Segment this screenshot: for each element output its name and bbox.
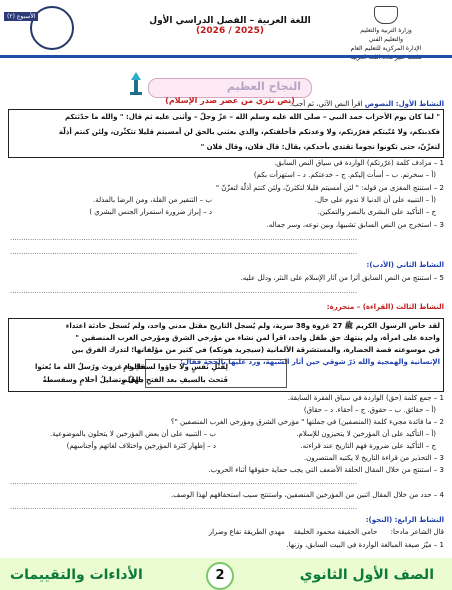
answer-option: د – إظهار كثرة المؤرخين واختلاف لغاتهم وأجناسهم): [66, 442, 216, 450]
poem-hemistich: لِقَتْلِ نَفسٍ ولا جاؤوا لسفكِ دمِ: [123, 363, 228, 371]
passage3-line: لقد خاض الرسول الكريم ﷺ 27 غزوة و38 سرية، ولم يُسجل التاريخ مقتل مدني واحد، ولم تُسجل حادثة اعتداء: [65, 322, 440, 330]
page-header: [0, 0, 452, 58]
poem-hemistich: قالوا: غزوتَ ورُسلُ الله ما بُعثوا: [35, 363, 144, 371]
poem-hemistich: جهلٌ وتضليلُ أحلامٍ وسفسطةٌ: [42, 376, 144, 384]
poem-hemistich: فَتحتَ بالسيفِ بعد الفتحِ بالقلمِ: [122, 376, 228, 384]
verse-hemistich: مهدي الطريقة نفاع وضرار: [208, 528, 285, 536]
answer-option: ج – التأكيد على البشرى بالنصر والتمكين.: [317, 208, 436, 216]
subject-title: [140, 16, 320, 36]
question: 3 – التحذير من قراءة التاريخ لا يكتبه المنتصرون.: [303, 454, 444, 462]
year-range: (2025 / 2026): [196, 26, 264, 36]
answer-option: د – إبراز ضرورة استمرار الجنس البشري ): [89, 208, 212, 216]
passage3-line: الإنسانية والهمجية والله دَرّ شوقي حين أثار الشبهة، ورد عليها بالحجة فقال:: [180, 358, 440, 366]
answer-options: (أ – حقائق. ب – حقوق. ج – أحقاء. د – حقاق): [303, 406, 436, 414]
header-divider: [0, 55, 452, 58]
lesson-title: النجاح العظيم: [226, 80, 301, 93]
question: 5 – استنتج من النص السابق أثرا من آثار الإسلام على النثر، ودلل عليه.: [240, 274, 444, 282]
passage1-line: فكذبتكم، ولا مُنّيتكم فغرّرتكم، ولا وعدتكم فأخلفتكم، والذي بعثني بالحق لن أمسيتم قليلا تتكثّرن، ولئن كنتم أذلّة: [58, 128, 440, 136]
footer-book-title: الأداءات والتقييمات: [10, 567, 143, 583]
question: 3 – استخرج من النص السابق تشبيها، وبين نوعه، وسر جماله.: [266, 221, 444, 229]
ministry-block: [326, 6, 446, 62]
question: 1 – جمع كلمة (حق) الواردة في سياق الفقرة السابقة.: [287, 394, 444, 402]
footer-grade: الصف الأول الثانوي: [299, 567, 434, 583]
question: 4 – حدد من خلال المقال اثنين من المؤرخين المنصفين، واستنتج سبب استحقاقهم لهذا الوصف.: [170, 491, 444, 499]
answer-line[interactable]: ............................................................................................................................................................: [10, 503, 358, 511]
answer-option: ب – التنبيه على أن بعض المؤرخين لا يتحلون بالموضوعية.: [50, 430, 216, 438]
answer-line[interactable]: ............................................................................................................................................................: [10, 287, 358, 295]
ministry-line: الإدارة المركزية للتعليم العام: [350, 45, 422, 52]
question: 2 – ما فائدة مجيء كلمة (المنصفين) في جملتها " مؤرخي الشرق ومؤرخي الغرب المنصفين "؟: [170, 418, 444, 426]
lesson-title-banner: [148, 78, 312, 98]
eagle-crest-icon: [374, 6, 398, 24]
verse-line: [209, 527, 444, 537]
activity2-heading: النشاط الثاني (الأدب):: [366, 261, 444, 269]
answer-line[interactable]: ............................................................................................................................................................: [10, 248, 358, 256]
ministry-line: والتعليم الفني: [368, 36, 404, 43]
subject-title-text: اللغة العربية – الفصل الدراسي الأول: [149, 16, 311, 26]
answer-option: ج – التأكيد على ضرورة فهم التاريخ عند قراءته.: [300, 442, 436, 450]
answer-option: (أ – التنبيه على أن الدنيا لا تدوم على حال.: [314, 196, 436, 204]
activity4-heading: النشاط الرابع: (النحو):: [365, 516, 444, 524]
lamp-icon: [125, 70, 147, 98]
lesson-subtitle: (نص نثري من عصر صدر الإسلام): [165, 96, 295, 105]
week-badge: الأسبوع (٢): [4, 12, 38, 21]
answer-option: ب – التنفير من القلة، ومن الرضا بالمذلة.: [92, 196, 212, 204]
verse-hemistich: حامي الحقيقة محمود الخليقة: [293, 528, 378, 536]
ministry-line: وزارة التربية والتعليم: [360, 27, 412, 34]
question: 3 – استنتج من خلال المقال الحلقة الأضعف التي يجب حماية حقوقها أثناء الحروب.: [208, 466, 444, 474]
question: 1 – مرادف كلمة (غرّرتكم) الواردة في سياق النص السابق.: [274, 159, 444, 167]
answer-line[interactable]: ............................................................................................................................................................: [10, 234, 358, 242]
verse-intro: قال الشاعر مادحا:: [390, 528, 444, 536]
passage1-line: " لما كان يوم الأحزاب حمد النبي – صلى الله عليه وسلم الله – عزّ وجلّ – وأثنى عليه ثم قال: " والله ما حدّثتكم: [64, 113, 440, 121]
question: 2 – استنتج المغزى من قوله: " لئن أمسيتم قليلا لتكثرنّ، ولئن كنتم أذلّة لتعزّنّ ": [215, 184, 444, 192]
answer-line[interactable]: ............................................................................................................................................................: [10, 478, 358, 486]
activity1-heading: النشاط الأول: النصوص: [364, 100, 444, 108]
activity3-heading: النشاط الثالث (القراءة) – متحررة:: [326, 303, 444, 311]
activity1-heading-line: [290, 99, 444, 109]
passage3-line: واحدة على امرأة، ولم ينتهك حق طفل واحد، اقرأ لمن نشاء من مؤرخي الشرق ومؤرخي الغرب المنصفين ": [75, 334, 440, 342]
question: 1 – ميّز صيغة المبالغة الواردة في البيت السابق، وزنها.: [286, 541, 444, 549]
answer-options: (أ – سخرتم. ب – أسأت إليكم. ج – خدعتكم. د – استهزأت بكم): [253, 171, 436, 179]
activity1-intro: اقرأ النص الآتي، ثم أجب:: [289, 100, 363, 108]
passage1-line: لتعزّنّ، حتى تكونوا نجوما تقتدي بأحدكم، يقال: قال فلان، وقال فلان ": [200, 143, 440, 151]
answer-option: (أ – التأكيد على أن المؤرخين لا يتحيزون للإسلام.: [296, 430, 436, 438]
passage3-line: في موسوعته قصة الحضارة، والمستشرقة الألمانية (سيجريد هونكه) في كثير من مؤلفاتها؛ لتدرك الفرق بين: [71, 346, 440, 354]
page-number: 2: [206, 562, 234, 590]
